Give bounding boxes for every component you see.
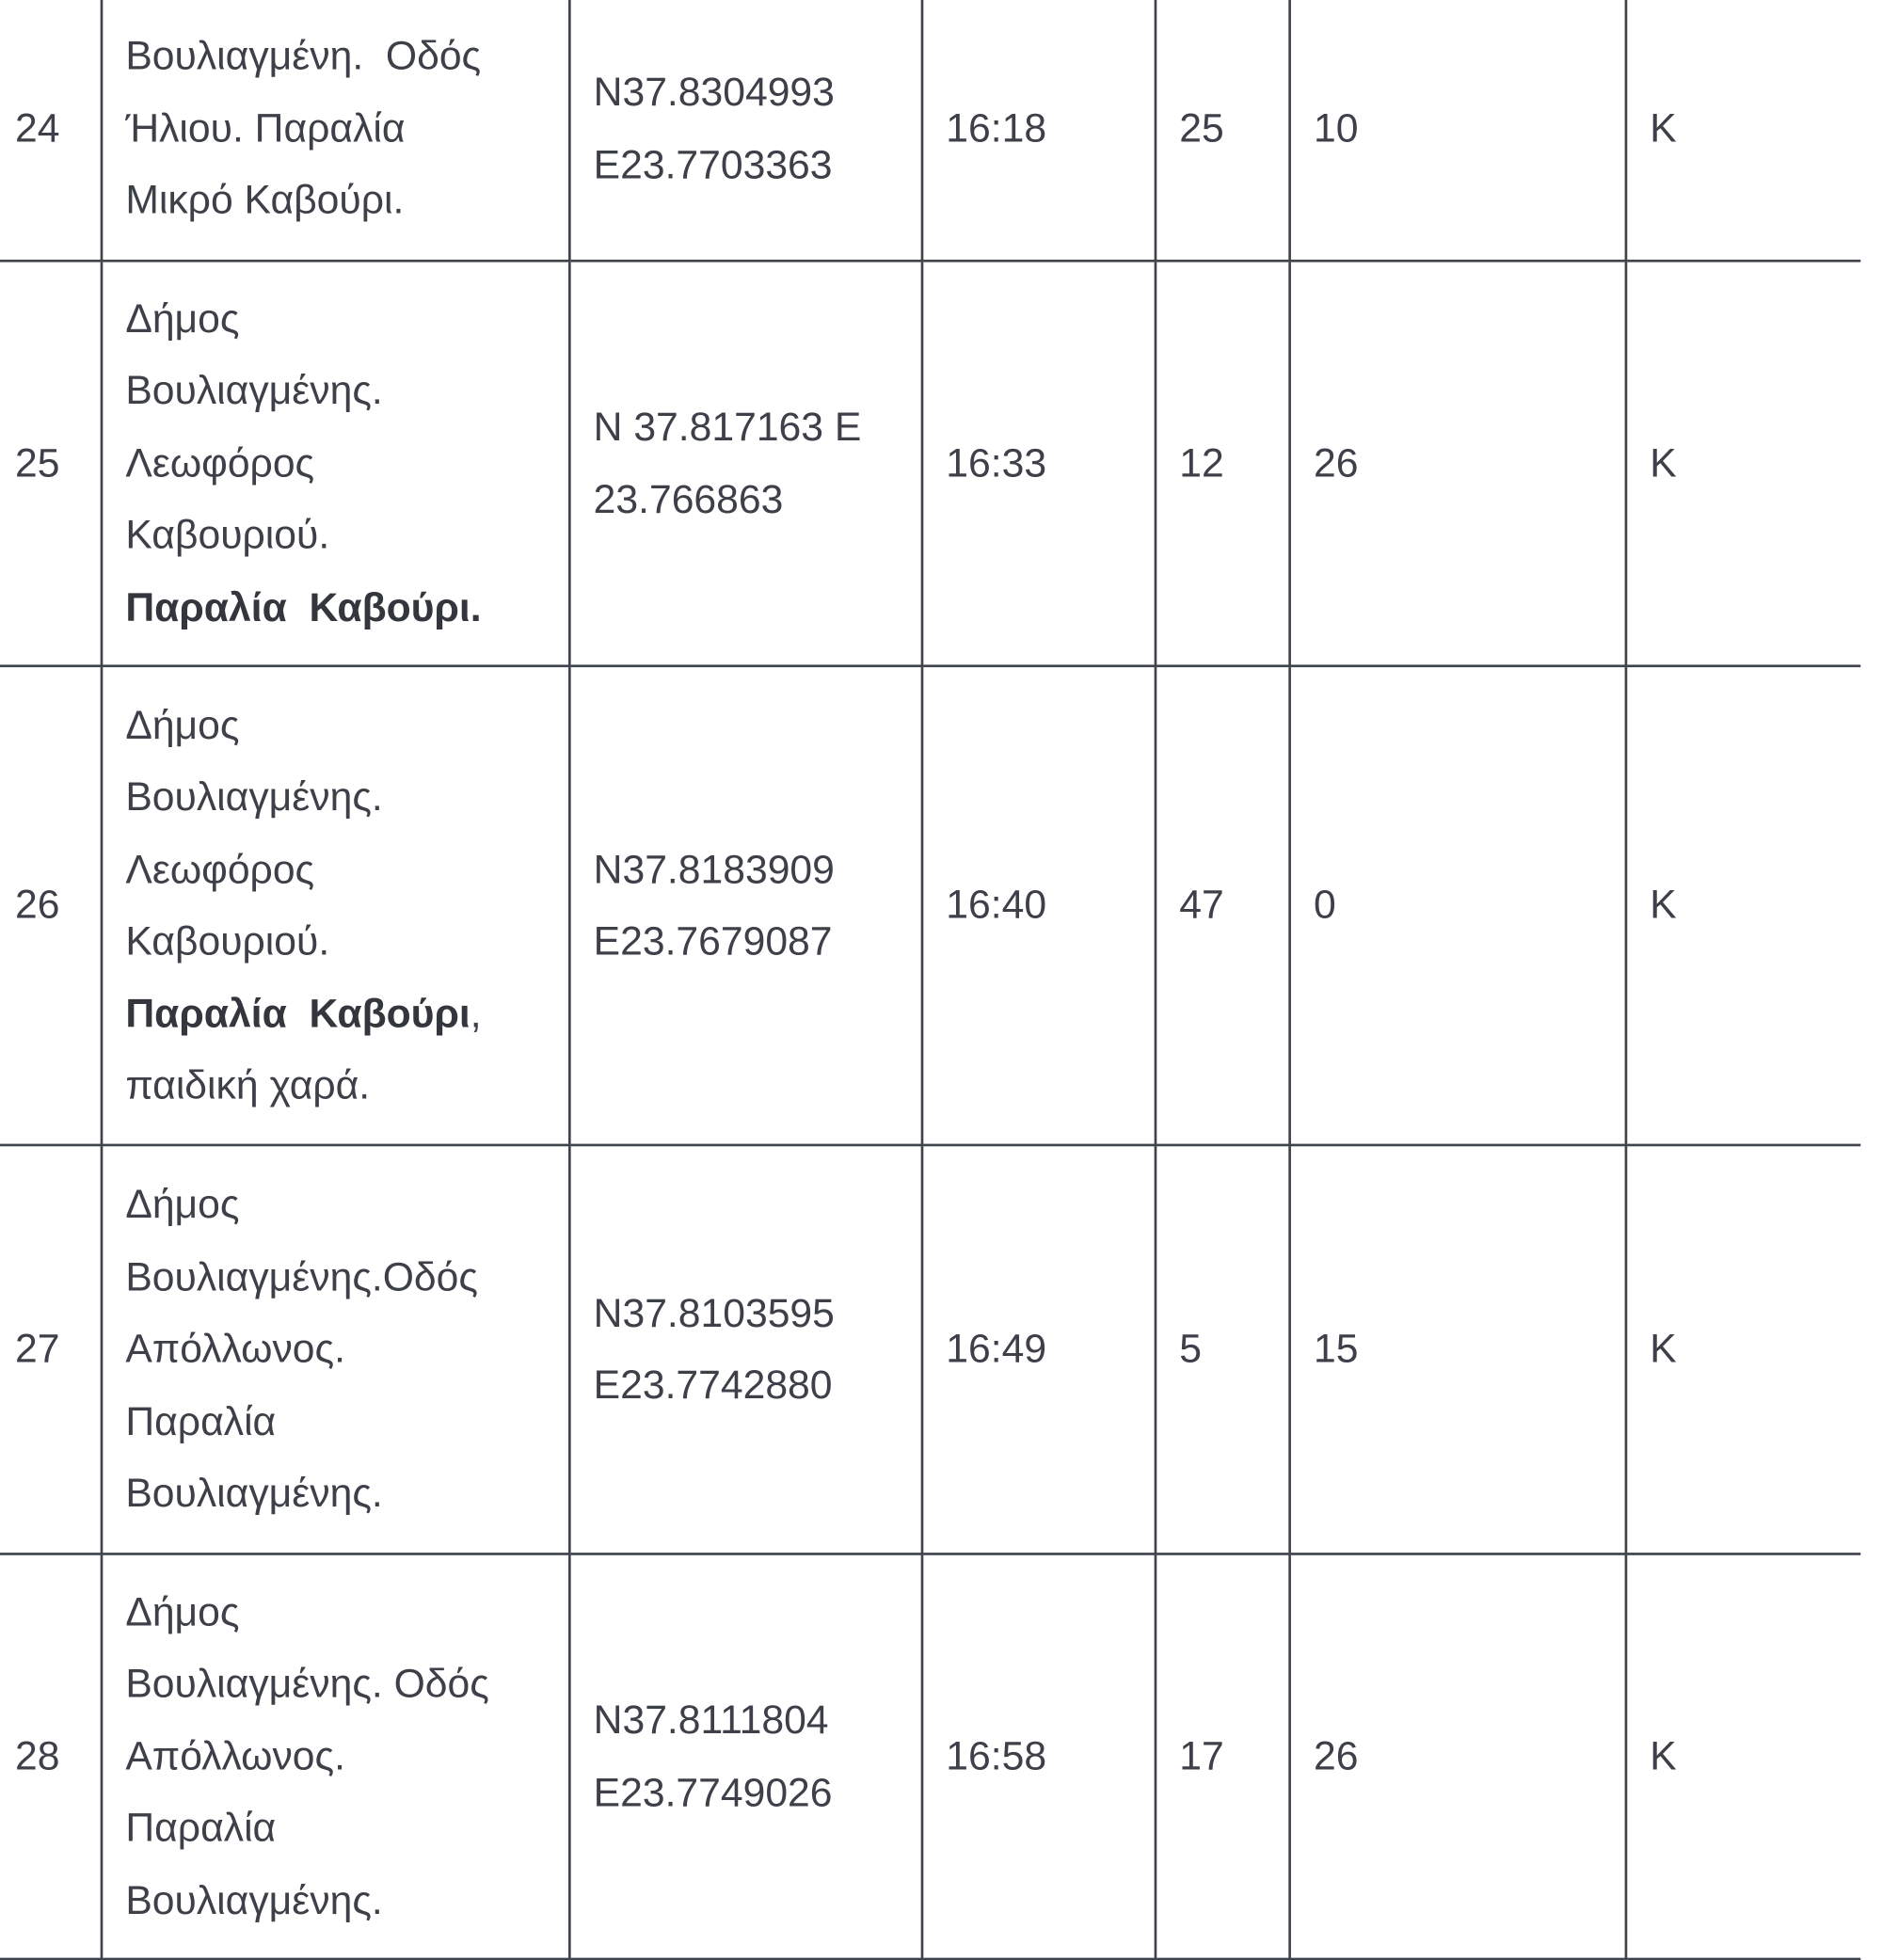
time-cell xyxy=(922,0,1156,261)
location-text: Βουλιαγμένης. xyxy=(125,773,383,820)
value2: 26 xyxy=(1313,1732,1359,1778)
location-text: Βουλιαγμένης. xyxy=(125,1470,383,1516)
location-text: Βουλιαγμένης. xyxy=(125,367,383,413)
location-line xyxy=(125,978,555,1050)
value1-cell xyxy=(1156,261,1290,666)
coordinate-line: E23.7679087 xyxy=(593,917,833,964)
location-cell xyxy=(102,1554,569,1959)
location-text: Παραλία xyxy=(125,1397,277,1443)
location-text: παιδική χαρά. xyxy=(125,1061,371,1107)
table-row xyxy=(0,1145,1860,1554)
location-line xyxy=(125,761,555,834)
location-line xyxy=(125,1865,555,1937)
location-text: Βουλιαγμένης. Οδός xyxy=(125,1661,489,1707)
coordinate-line: N 37.817163 E xyxy=(593,404,862,450)
location-text: Απόλλωνος. xyxy=(125,1732,345,1778)
value1: 17 xyxy=(1179,1732,1224,1778)
location-line xyxy=(125,1576,555,1649)
location-line xyxy=(125,1050,555,1123)
table-row xyxy=(0,261,1860,666)
location-text-bold: Παραλία Καβούρι. xyxy=(125,583,482,629)
location-cell xyxy=(102,666,569,1145)
table-row xyxy=(0,0,1860,261)
coordinate-line: E23.7749026 xyxy=(593,1769,833,1815)
value1: 12 xyxy=(1179,439,1224,486)
mark-cell xyxy=(1626,1554,1860,1959)
table-row xyxy=(0,1554,1860,1959)
location-text: Δήμος xyxy=(125,701,240,747)
location-line xyxy=(125,21,555,93)
coordinates-cell xyxy=(569,0,922,261)
mark-cell xyxy=(1626,1145,1860,1554)
mark-cell xyxy=(1626,0,1860,261)
location-line xyxy=(125,500,555,572)
location-line xyxy=(125,165,555,237)
location-line xyxy=(125,1458,555,1530)
coordinate-line: N37.8304993 xyxy=(593,69,835,115)
time-value: 16:33 xyxy=(946,439,1047,486)
value2-cell xyxy=(1290,261,1626,666)
value2-cell xyxy=(1290,1145,1626,1554)
value2-cell xyxy=(1290,0,1626,261)
location-cell xyxy=(102,0,569,261)
value2: 10 xyxy=(1313,104,1359,151)
value1-cell xyxy=(1156,666,1290,1145)
mark-cell xyxy=(1626,666,1860,1145)
location-cell xyxy=(102,261,569,666)
location-text: Δήμος xyxy=(125,1588,240,1634)
location-line xyxy=(125,1241,555,1314)
value1: 25 xyxy=(1179,104,1224,151)
location-text-bold: Παραλία Καβούρι xyxy=(125,990,470,1036)
row-number: 27 xyxy=(14,1326,60,1372)
value1-cell xyxy=(1156,1554,1290,1959)
location-line xyxy=(125,834,555,906)
mark: K xyxy=(1650,882,1677,928)
location-text: Απόλλωνος. xyxy=(125,1326,345,1372)
mark-cell xyxy=(1626,261,1860,666)
location-text: Βουλιαγμένης. xyxy=(125,1877,383,1923)
coordinate-line: N37.8103595 xyxy=(593,1289,835,1335)
location-text: Βουλιαγμένη. Οδός xyxy=(125,32,482,78)
row-number: 26 xyxy=(14,882,60,928)
location-line xyxy=(125,283,555,356)
table-row xyxy=(0,666,1860,1145)
location-line xyxy=(125,427,555,500)
location-text: , xyxy=(470,990,482,1036)
coordinate-line: 23.766863 xyxy=(593,475,784,521)
time-value: 16:40 xyxy=(946,882,1047,928)
coordinates-cell xyxy=(569,1554,922,1959)
time-cell xyxy=(922,1145,1156,1554)
location-line xyxy=(125,1720,555,1793)
value2: 26 xyxy=(1313,439,1359,486)
mark: K xyxy=(1650,439,1677,486)
location-text: Λεωφόρος xyxy=(125,439,315,486)
row-number: 28 xyxy=(14,1732,60,1778)
location-text: Δήμος xyxy=(125,295,240,342)
location-text: Μικρό Καβούρι. xyxy=(125,177,405,223)
time-cell xyxy=(922,666,1156,1145)
coordinates-cell xyxy=(569,261,922,666)
location-cell xyxy=(102,1145,569,1554)
location-text: Δήμος xyxy=(125,1181,240,1227)
mark: K xyxy=(1650,104,1677,151)
time-value: 16:49 xyxy=(946,1326,1047,1372)
time-cell xyxy=(922,1554,1156,1959)
location-line xyxy=(125,1793,555,1865)
location-line xyxy=(125,905,555,978)
mark: K xyxy=(1650,1326,1677,1372)
value1-cell xyxy=(1156,1145,1290,1554)
coordinate-line: N37.8111804 xyxy=(593,1697,829,1743)
time-value: 16:18 xyxy=(946,104,1047,151)
coordinates-cell xyxy=(569,1145,922,1554)
value1-cell xyxy=(1156,0,1290,261)
location-line xyxy=(125,1314,555,1386)
row-number-cell xyxy=(0,1145,102,1554)
value1: 47 xyxy=(1179,882,1224,928)
row-number-cell xyxy=(0,261,102,666)
time-value: 16:58 xyxy=(946,1732,1047,1778)
value1: 5 xyxy=(1179,1326,1203,1372)
row-number-cell xyxy=(0,666,102,1145)
coordinates-cell xyxy=(569,666,922,1145)
location-line xyxy=(125,689,555,761)
location-line xyxy=(125,1170,555,1242)
location-text: Παραλία xyxy=(125,1805,277,1851)
time-cell xyxy=(922,261,1156,666)
mark: K xyxy=(1650,1732,1677,1778)
coordinate-line: N37.8183909 xyxy=(593,846,835,892)
coordinate-line: E23.7703363 xyxy=(593,140,833,186)
value2: 0 xyxy=(1313,882,1336,928)
location-text: Καβουριού. xyxy=(125,512,330,558)
coordinate-line: E23.7742880 xyxy=(593,1362,833,1408)
row-number: 24 xyxy=(14,104,60,151)
location-text: Καβουριού. xyxy=(125,917,330,964)
location-line xyxy=(125,92,555,165)
row-number: 25 xyxy=(14,439,60,486)
location-text: Λεωφόρος xyxy=(125,846,315,892)
location-line xyxy=(125,1386,555,1458)
location-text: Ήλιου. Παραλία xyxy=(125,104,406,151)
row-number-cell xyxy=(0,1554,102,1959)
location-line xyxy=(125,356,555,428)
value2-cell xyxy=(1290,666,1626,1145)
row-number-cell xyxy=(0,0,102,261)
location-text: Βουλιαγμένης.Οδός xyxy=(125,1253,478,1299)
value2-cell xyxy=(1290,1554,1626,1959)
location-line xyxy=(125,571,555,644)
location-line xyxy=(125,1649,555,1721)
value2: 15 xyxy=(1313,1326,1359,1372)
